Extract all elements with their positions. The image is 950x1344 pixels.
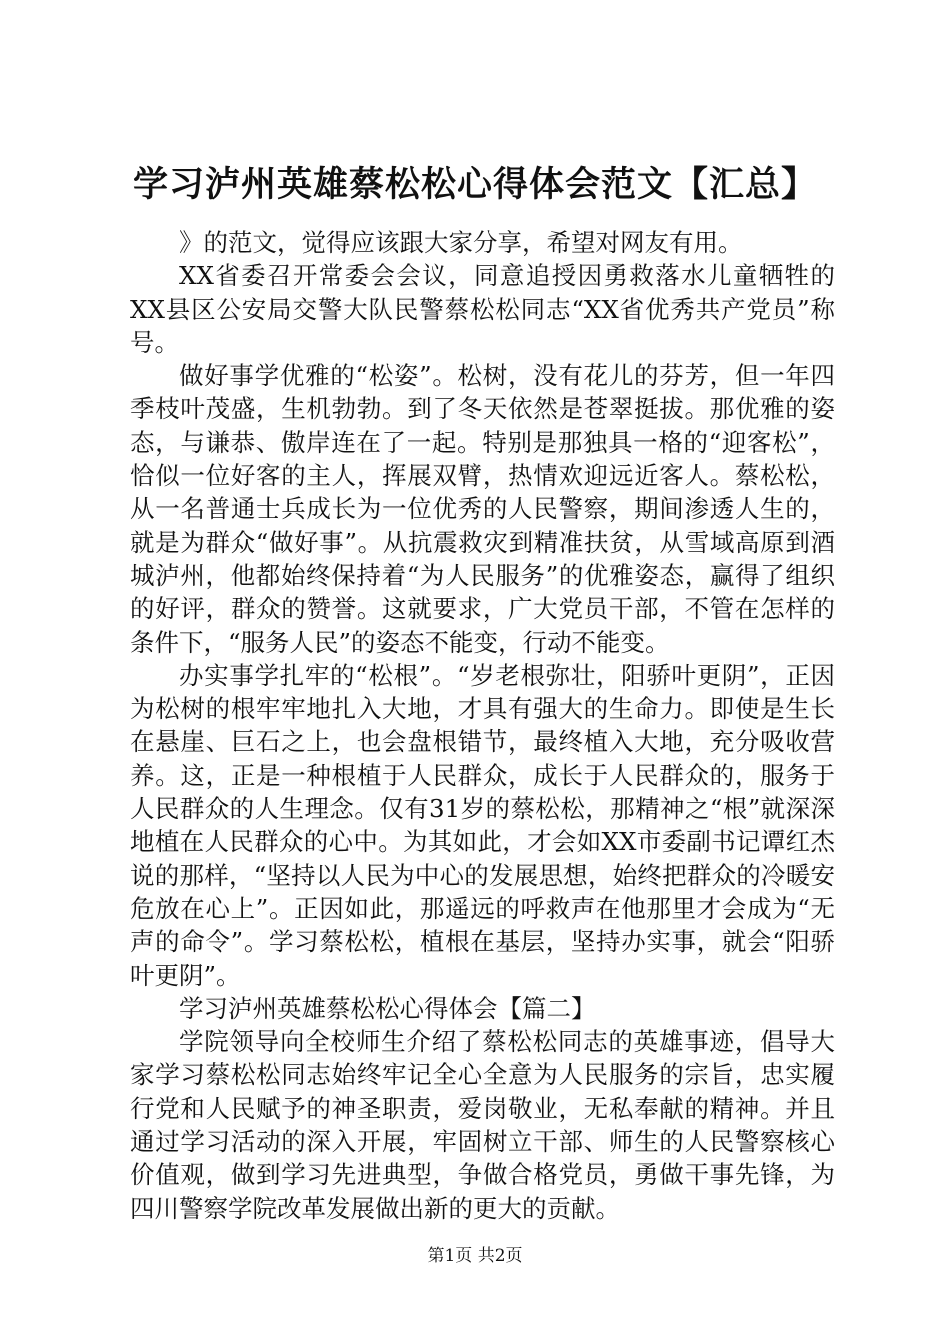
document-title: 学习泸州英雄蔡松松心得体会范文【汇总】 bbox=[132, 164, 817, 205]
section-heading-part-two: 学习泸州英雄蔡松松心得体会【篇二】 bbox=[179, 993, 596, 1023]
paragraph-intro: 》的范文，觉得应该跟大家分享，希望对网友有用。 bbox=[179, 228, 743, 257]
paragraph-pine-posture: 做好事学优雅的“松姿”。松树，没有花儿的芬芳，但一年四季枝叶茂盛，生机勃勃。到了冬天依然是苍翠挺拔。那优雅的姿态，与谦恭、傲岸连在了一起。特别是那独具一格的“迎客松”，恰似一位好客的主人，挥展双臂，热情欢迎远近客人。蔡松松，从一名普通士兵成长为一位优秀的人民警察，期间渗透人生的，就是为群众“做好事”。从抗震救灾到精准扶贫，从雪域高原到酒城泸州，他都始终保持着“为人民服务”的优雅姿态，赢得了组织的好评，群众的赞誉。这就要求，广大党员干部，不管在怎样的条件下，“服务人民”的姿态不能变，行动不能变。 bbox=[130, 361, 835, 657]
document-body bbox=[130, 226, 835, 1225]
page-number-footer: 第1页 共2页 bbox=[427, 1246, 523, 1266]
paragraph-pine-root: 办实事学扎牢的“松根”。“岁老根弥壮，阳骄叶更阴”，正因为松树的根牢牢地扎入大地，才具有强大的生命力。即使是生长在悬崖、巨石之上，也会盘根错节，最终植入大地，充分吸收营养。这，正是一种根植于人民群众，成长于人民群众的，服务于人民群众的人生理念。仅有31岁的蔡松松，那精神之“根”就深深地植在人民群众的心中。为其如此，才会如XX市委副书记谭红杰说的那样，“坚持以人民为中心的发展思想，始终把群众的冷暖安危放在心上”。正因如此，那遥远的呼救声在他那里才会成为“无声的命令”。学习蔡松松，植根在基层，坚持办实事，就会“阳骄叶更阴”。 bbox=[130, 660, 835, 990]
paragraph-announcement: XX省委召开常委会会议，同意追授因勇救落水儿童牺牲的XX县区公安局交警大队民警蔡松松同志“XX省优秀共产党员”称号。 bbox=[130, 261, 835, 357]
paragraph-part-two: 学院领导向全校师生介绍了蔡松松同志的英雄事迹，倡导大家学习蔡松松同志始终牢记全心全意为人民服务的宗旨，忠实履行党和人民赋予的神圣职责，爱岗敬业，无私奉献的精神。并且通过学习活动的深入开展，牢固树立干部、师生的人民警察核心价值观，做到学习先进典型，争做合格党员，勇做干事先锋，为四川警察学院改革发展做出新的更大的贡献。 bbox=[130, 1027, 835, 1223]
